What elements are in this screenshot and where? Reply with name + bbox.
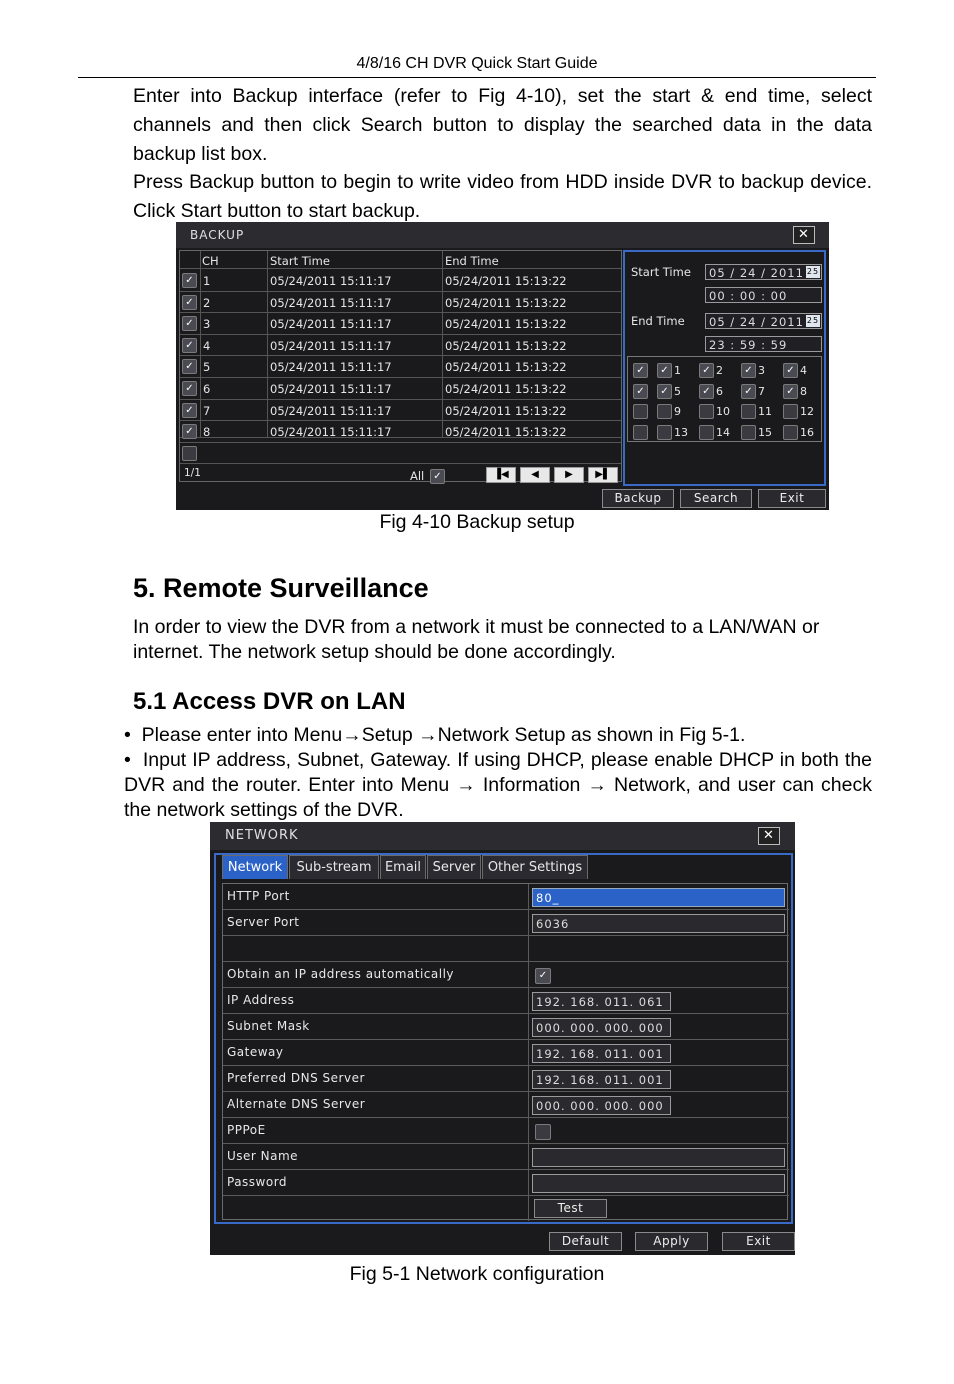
row-select-checkbox[interactable] bbox=[633, 425, 648, 440]
tab-sub-stream[interactable]: Sub-stream bbox=[289, 855, 379, 879]
network-panel bbox=[214, 853, 793, 1224]
row-divider bbox=[180, 334, 621, 335]
channel-label: 15 bbox=[758, 425, 772, 439]
password-label: Password bbox=[227, 1175, 288, 1189]
channel-label: 2 bbox=[716, 364, 723, 377]
bullet-1: • Please enter into Menu→Setup →Network Setup as shown in Fig 5-1. bbox=[124, 724, 746, 746]
row-start: 05/24/2011 15:11:17 bbox=[270, 360, 392, 375]
page-header: 4/8/16 CH DVR Quick Start Guide bbox=[356, 55, 598, 72]
ip-address-input[interactable]: 192. 168. 011. 061 bbox=[532, 992, 671, 1011]
row-checkbox[interactable]: ✓ bbox=[182, 359, 197, 374]
row-ch: 3 bbox=[203, 317, 211, 332]
channel-label: 13 bbox=[674, 425, 688, 439]
server-port-input[interactable]: 6036 bbox=[532, 914, 785, 933]
channel-checkbox[interactable]: ✓ bbox=[657, 363, 672, 378]
network-form bbox=[222, 883, 788, 1220]
dns2-label: Alternate DNS Server bbox=[227, 1097, 366, 1111]
row-start: 05/24/2011 15:11:17 bbox=[270, 425, 392, 440]
col-header-start: Start Time bbox=[270, 254, 330, 268]
row-dns2 bbox=[223, 1092, 789, 1118]
row-divider bbox=[180, 399, 621, 400]
exit-button[interactable]: Exit bbox=[722, 1232, 795, 1251]
row-divider bbox=[180, 291, 621, 292]
subnet-mask-label: Subnet Mask bbox=[227, 1019, 310, 1033]
channel-label: 1 bbox=[674, 364, 681, 377]
tab-network[interactable]: Network bbox=[222, 855, 288, 879]
channel-label: 6 bbox=[716, 384, 723, 398]
end-clock-field[interactable]: 23 : 59 : 59 bbox=[705, 336, 822, 352]
tab-server[interactable]: Server bbox=[427, 855, 481, 879]
last-page-icon[interactable]: ▶▌ bbox=[588, 467, 618, 483]
dns1-label: Preferred DNS Server bbox=[227, 1071, 365, 1085]
row-end: 05/24/2011 15:13:22 bbox=[445, 274, 567, 288]
search-button[interactable]: Search bbox=[680, 489, 752, 508]
default-button[interactable]: Default bbox=[549, 1232, 622, 1251]
row-checkbox[interactable]: ✓ bbox=[182, 273, 197, 288]
row-ch: 7 bbox=[203, 403, 211, 418]
channel-label: 11 bbox=[758, 405, 772, 418]
row-start: 05/24/2011 15:11:17 bbox=[270, 295, 392, 310]
row-subnet-mask bbox=[223, 1014, 789, 1040]
all-checkbox[interactable]: ✓ bbox=[430, 469, 445, 484]
close-icon[interactable]: ✕ bbox=[758, 827, 780, 845]
pppoe-checkbox[interactable] bbox=[535, 1124, 551, 1140]
row-obtain-ip bbox=[223, 962, 789, 988]
channel-label: 7 bbox=[758, 384, 765, 398]
first-page-icon[interactable]: ▐◀ bbox=[486, 467, 516, 483]
row-dns1 bbox=[223, 1066, 789, 1092]
row-divider bbox=[180, 442, 621, 443]
close-icon[interactable]: ✕ bbox=[793, 226, 815, 244]
channel-checkbox[interactable] bbox=[741, 404, 756, 419]
tab-email[interactable]: Email bbox=[380, 855, 426, 879]
row-server-port bbox=[223, 910, 789, 936]
channel-label: 4 bbox=[800, 364, 807, 377]
row-checkbox-empty[interactable] bbox=[182, 446, 197, 461]
gateway-label: Gateway bbox=[227, 1045, 284, 1059]
intro-paragraph-1: Enter into Backup interface (refer to Fig 4-10), set the start & end time, select channels and then click Search button to display the searched data in the data backup list box. bbox=[133, 85, 872, 165]
backup-title: BACKUP bbox=[190, 228, 245, 242]
channel-checkbox[interactable] bbox=[783, 425, 798, 440]
ip-address-label: IP Address bbox=[227, 993, 295, 1007]
channel-checkbox[interactable]: ✓ bbox=[783, 384, 798, 399]
row-ch: 6 bbox=[203, 382, 211, 396]
start-date-value: 05 / 24 / 2011 bbox=[709, 266, 804, 280]
next-page-icon[interactable]: ▶ bbox=[554, 467, 584, 483]
channel-checkbox[interactable] bbox=[699, 425, 714, 440]
row-divider bbox=[180, 420, 621, 421]
row-ch: 1 bbox=[203, 274, 211, 288]
subnet-mask-input[interactable]: 000. 000. 000. 000 bbox=[532, 1018, 671, 1037]
end-time-label: End Time bbox=[631, 314, 685, 328]
section-5-1-title: 5.1 Access DVR on LAN bbox=[133, 688, 406, 715]
row-end: 05/24/2011 15:13:22 bbox=[445, 360, 567, 375]
channel-checkbox[interactable] bbox=[699, 404, 714, 419]
backup-title-bar bbox=[176, 222, 829, 248]
fig-4-10-caption: Fig 4-10 Backup setup bbox=[379, 511, 575, 533]
row-blank bbox=[223, 936, 789, 962]
row-ip-address bbox=[223, 988, 789, 1014]
calendar-icon[interactable]: 25 bbox=[806, 316, 820, 325]
row-start: 05/24/2011 15:11:17 bbox=[270, 274, 392, 288]
tab-bar bbox=[222, 855, 789, 880]
channel-label: 10 bbox=[716, 405, 730, 418]
row-checkbox[interactable]: ✓ bbox=[182, 381, 197, 396]
section-5-text: In order to view the DVR from a network it must be connected to a LAN/WAN or internet. The network setup should be done accordingly. bbox=[133, 616, 820, 663]
pppoe-label: PPPoE bbox=[227, 1123, 266, 1137]
prev-page-icon[interactable]: ◀ bbox=[520, 467, 550, 483]
intro-paragraph-2: Press Backup button to begin to write video from HDD inside DVR to backup device. Click Start button to start backup. bbox=[133, 171, 872, 222]
row-divider bbox=[180, 377, 621, 378]
row-ch: 2 bbox=[203, 295, 211, 310]
password-input[interactable] bbox=[532, 1174, 785, 1193]
gateway-input[interactable]: 192. 168. 011. 001 bbox=[532, 1044, 671, 1063]
apply-button[interactable]: Apply bbox=[635, 1232, 708, 1251]
channel-select-group bbox=[627, 356, 822, 442]
row-checkbox[interactable]: ✓ bbox=[182, 403, 197, 418]
channel-checkbox[interactable] bbox=[657, 425, 672, 440]
row-select-checkbox[interactable] bbox=[633, 404, 648, 419]
user-name-input[interactable] bbox=[532, 1148, 785, 1167]
channel-checkbox[interactable]: ✓ bbox=[741, 384, 756, 399]
row-ch: 4 bbox=[203, 338, 211, 353]
dns1-input[interactable]: 192. 168. 011. 001 bbox=[532, 1070, 671, 1089]
test-button[interactable]: Test bbox=[534, 1199, 607, 1218]
tab-other-settings[interactable]: Other Settings bbox=[482, 855, 588, 879]
network-title-bar bbox=[210, 822, 795, 850]
row-select-checkbox[interactable]: ✓ bbox=[633, 363, 648, 378]
row-ch: 8 bbox=[203, 425, 211, 440]
row-end: 05/24/2011 15:13:22 bbox=[445, 382, 567, 396]
row-end: 05/24/2011 15:13:22 bbox=[445, 317, 567, 332]
channel-checkbox[interactable] bbox=[657, 404, 672, 419]
network-title: NETWORK bbox=[225, 828, 299, 843]
channel-label: 3 bbox=[758, 364, 765, 377]
col-header-end: End Time bbox=[445, 254, 499, 268]
row-checkbox[interactable]: ✓ bbox=[182, 316, 197, 331]
bullet-2-text: Input IP address, Subnet, Gateway. If using DHCP, please enable DHCP in both the DVR and the router. Enter into Menu → Information → Network, and user can check the network settings of the DVR. bbox=[124, 749, 873, 821]
channel-checkbox[interactable]: ✓ bbox=[699, 384, 714, 399]
row-divider bbox=[180, 312, 621, 313]
channel-checkbox[interactable]: ✓ bbox=[699, 363, 714, 378]
channel-label: 8 bbox=[800, 384, 807, 398]
http-port-label: HTTP Port bbox=[227, 889, 290, 903]
end-date-field[interactable] bbox=[705, 313, 822, 329]
row-test bbox=[223, 1196, 789, 1222]
row-pppoe bbox=[223, 1118, 789, 1144]
row-user-name bbox=[223, 1144, 789, 1170]
row-password bbox=[223, 1170, 789, 1196]
channel-checkbox[interactable] bbox=[783, 404, 798, 419]
row-checkbox[interactable]: ✓ bbox=[182, 338, 197, 353]
col-header-ch: CH bbox=[202, 254, 219, 268]
channel-label: 12 bbox=[800, 405, 814, 418]
search-panel bbox=[623, 250, 826, 486]
all-label: All bbox=[410, 469, 425, 483]
row-end: 05/24/2011 15:13:22 bbox=[445, 295, 567, 310]
fig-5-1-caption: Fig 5-1 Network configuration bbox=[349, 1263, 605, 1285]
row-gateway bbox=[223, 1040, 789, 1066]
exit-button[interactable]: Exit bbox=[758, 489, 826, 508]
row-end: 05/24/2011 15:13:22 bbox=[445, 403, 567, 418]
row-start: 05/24/2011 15:11:17 bbox=[270, 403, 392, 418]
row-start: 05/24/2011 15:11:17 bbox=[270, 338, 392, 353]
channel-checkbox[interactable]: ✓ bbox=[741, 363, 756, 378]
page-indicator: 1/1 bbox=[184, 467, 201, 479]
row-http-port bbox=[223, 884, 789, 910]
row-ch: 5 bbox=[203, 360, 211, 375]
calendar-icon[interactable]: 25 bbox=[806, 267, 820, 276]
row-checkbox[interactable]: ✓ bbox=[182, 295, 197, 310]
channel-label: 16 bbox=[800, 425, 814, 439]
row-select-checkbox[interactable]: ✓ bbox=[633, 384, 648, 399]
header-rule bbox=[78, 77, 876, 78]
bullet-1-text: Please enter into Menu→Setup →Network Setup as shown in Fig 5-1. bbox=[141, 724, 746, 746]
user-name-label: User Name bbox=[227, 1149, 299, 1163]
channel-checkbox[interactable]: ✓ bbox=[783, 363, 798, 378]
server-port-label: Server Port bbox=[227, 915, 300, 929]
start-time-label: Start Time bbox=[631, 265, 691, 279]
end-date-value: 05 / 24 / 2011 bbox=[709, 315, 804, 329]
channel-label: 5 bbox=[674, 384, 681, 398]
row-divider bbox=[180, 355, 621, 356]
backup-window bbox=[176, 222, 829, 510]
obtain-ip-checkbox[interactable]: ✓ bbox=[535, 968, 551, 984]
channel-checkbox[interactable] bbox=[741, 425, 756, 440]
bullet-2: • Input IP address, Subnet, Gateway. If using DHCP, please enable DHCP in both the DVR and the router. Enter into Menu → Information → Network, and user can check the network settings of the DVR. bbox=[124, 749, 873, 821]
channel-label: 9 bbox=[674, 405, 681, 418]
start-date-field[interactable] bbox=[705, 264, 822, 280]
row-end: 05/24/2011 15:13:22 bbox=[445, 425, 567, 440]
dns2-input[interactable]: 000. 000. 000. 000 bbox=[532, 1096, 671, 1115]
section-5-title: 5. Remote Surveillance bbox=[133, 573, 429, 603]
row-start: 05/24/2011 15:11:17 bbox=[270, 317, 392, 332]
row-start: 05/24/2011 15:11:17 bbox=[270, 382, 392, 396]
row-checkbox[interactable]: ✓ bbox=[182, 424, 197, 439]
obtain-ip-label: Obtain an IP address automatically bbox=[227, 967, 455, 981]
channel-label: 14 bbox=[716, 425, 730, 439]
backup-button[interactable]: Backup bbox=[602, 489, 674, 508]
backup-list bbox=[179, 250, 622, 482]
start-clock-field[interactable]: 00 : 00 : 00 bbox=[705, 287, 822, 303]
network-window bbox=[210, 822, 795, 1255]
row-end: 05/24/2011 15:13:22 bbox=[445, 338, 567, 353]
channel-checkbox[interactable]: ✓ bbox=[657, 384, 672, 399]
http-port-input[interactable]: 80_ bbox=[532, 888, 785, 907]
